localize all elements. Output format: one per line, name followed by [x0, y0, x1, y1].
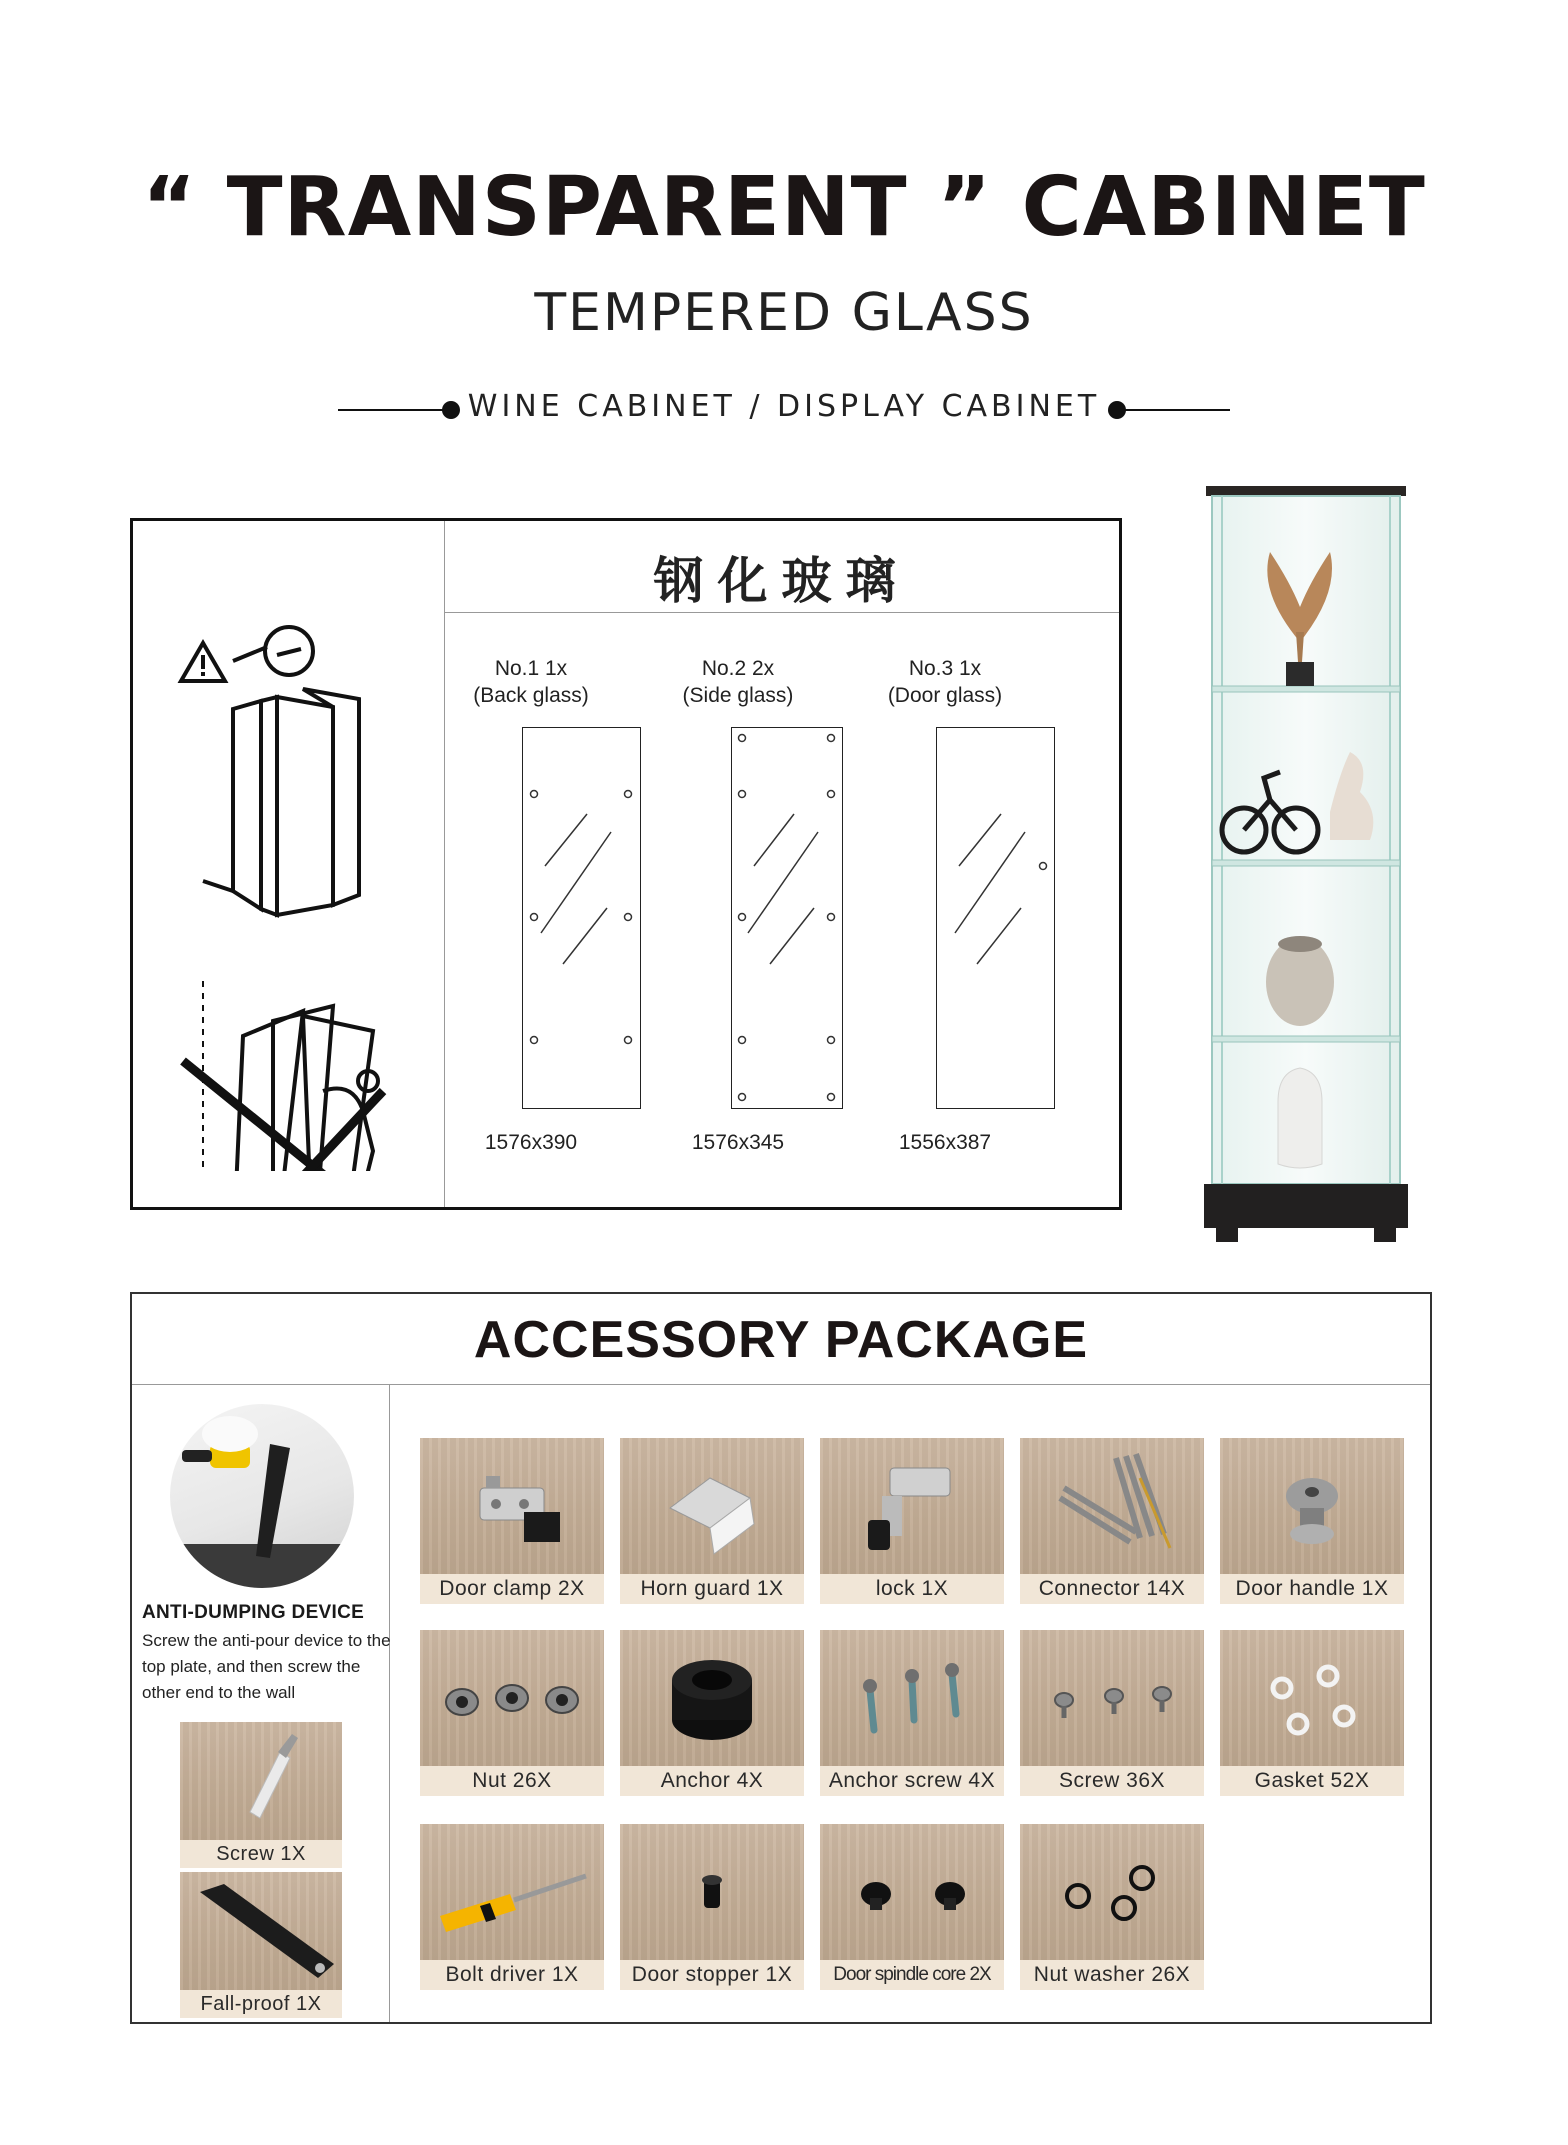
accessory-label: Anchor screw 4X — [820, 1766, 1004, 1796]
door-clamp-icon — [420, 1438, 604, 1574]
anti-dumping-device-photo — [170, 1404, 354, 1588]
lock-icon — [820, 1438, 1004, 1574]
accessory-label: lock 1X — [820, 1574, 1004, 1604]
pane-side-type: (Side glass) — [682, 684, 794, 707]
accessory-tile-door-clamp — [420, 1438, 604, 1604]
horn-guard-icon — [620, 1438, 804, 1574]
accessory-tile-lock — [820, 1438, 1004, 1604]
accessory-tile-anchor — [620, 1630, 804, 1796]
bolt-driver-icon — [420, 1824, 604, 1960]
glass-shine-icon — [732, 728, 841, 1107]
accessory-tile-door-handle — [1220, 1438, 1404, 1604]
tagline-right-line — [1118, 409, 1230, 411]
door-glass-pane — [936, 727, 1055, 1109]
accessory-tile-anchor-screw — [820, 1630, 1004, 1796]
accessory-package-panel — [130, 1292, 1432, 2024]
accessory-tile-connector — [1020, 1438, 1204, 1604]
accessory-label: Door clamp 2X — [420, 1574, 604, 1604]
pane-side-label — [638, 655, 838, 709]
connector-icon — [1020, 1438, 1204, 1574]
anti-dumping-description: Screw the anti-pour device to the top plate, and then screw the other end to the wall — [142, 1631, 391, 1702]
accessory-label: Screw 36X — [1020, 1766, 1204, 1796]
cabinet-product-image — [1200, 482, 1412, 1248]
panels-leaning-wrong-icon — [183, 981, 393, 1171]
accessory-tile-door-stopper — [620, 1824, 804, 1990]
page-title: “ TRANSPARENT ” CABINET — [142, 160, 1426, 255]
accessory-label: Door spindle core 2X — [820, 1960, 1004, 1990]
fall-proof-strap-icon — [180, 1872, 342, 1990]
pane-door-label — [845, 655, 1045, 709]
tagline-bar — [0, 385, 1568, 435]
pane-side-dimensions: 1576x345 — [691, 1131, 785, 1154]
accessory-label: Door handle 1X — [1220, 1574, 1404, 1604]
spec-header-divider — [444, 612, 1119, 613]
door-spindle-core-icon — [820, 1824, 1004, 1960]
accessory-label: Nut washer 26X — [1020, 1960, 1204, 1990]
pane-back-dimensions: 1576x390 — [484, 1131, 578, 1154]
accessory-label: Horn guard 1X — [620, 1574, 804, 1604]
door-handle-icon — [1220, 1438, 1404, 1574]
nut-washer-icon — [1020, 1824, 1204, 1960]
accessory-label: Gasket 52X — [1220, 1766, 1404, 1796]
accessory-label: Nut 26X — [420, 1766, 604, 1796]
back-glass-pane — [522, 727, 641, 1109]
pane-back-count: No.1 1x — [494, 657, 568, 680]
glass-spec-title: 钢化玻璃 — [653, 552, 910, 610]
accessory-tile-nut — [420, 1630, 604, 1796]
page-subtitle: TEMPERED GLASS — [534, 283, 1034, 343]
gasket-icon — [1220, 1630, 1404, 1766]
screw-icon — [1020, 1630, 1204, 1766]
anchor-screw-icon — [820, 1630, 1004, 1766]
glass-shine-icon — [523, 728, 639, 1107]
accessory-header-divider — [132, 1384, 1430, 1385]
accessory-package-title: ACCESSORY PACKAGE — [473, 1311, 1089, 1369]
accessory-label: Bolt driver 1X — [420, 1960, 604, 1990]
accessory-label: Screw 1X — [180, 1840, 342, 1868]
pane-back-label — [431, 655, 631, 709]
side-glass-pane — [731, 727, 843, 1109]
handling-warning-illustration — [173, 591, 413, 1171]
nut-icon — [420, 1630, 604, 1766]
accessory-tile-gasket — [1220, 1630, 1404, 1796]
tagline-text: WINE CABINET / DISPLAY CABINET — [467, 389, 1101, 424]
spec-column-divider — [444, 521, 445, 1207]
anti-dumping-title: ANTI-DUMPING DEVICE — [142, 1602, 365, 1623]
panels-upright-icon — [203, 627, 359, 915]
pane-door-type: (Door glass) — [887, 684, 1003, 707]
accessory-tile-bolt-driver — [420, 1824, 604, 1990]
accessory-label: Anchor 4X — [620, 1766, 804, 1796]
glass-spec-panel — [130, 518, 1122, 1210]
pane-door-count: No.3 1x — [908, 657, 982, 680]
pane-side-count: No.2 2x — [701, 657, 775, 680]
anti-dumping-device-icon — [170, 1404, 354, 1588]
accessory-tile-horn-guard — [620, 1438, 804, 1604]
accessory-tile-fall-proof — [180, 1872, 342, 2018]
accessory-tile-nut-washer — [1020, 1824, 1204, 1990]
door-stopper-icon — [620, 1824, 804, 1960]
accessory-label: Connector 14X — [1020, 1574, 1204, 1604]
accessory-label: Fall-proof 1X — [180, 1990, 342, 2018]
wall-anchor-screw-icon — [180, 1722, 342, 1840]
accessory-tile-screw — [1020, 1630, 1204, 1796]
pane-back-type: (Back glass) — [473, 684, 589, 707]
anchor-icon — [620, 1630, 804, 1766]
glass-shine-icon — [937, 728, 1053, 1107]
pane-door-dimensions: 1556x387 — [898, 1131, 992, 1154]
accessory-tile-door-spindle-core — [820, 1824, 1004, 1990]
white-vase-icon — [1278, 1068, 1322, 1168]
accessory-tile-screw-side — [180, 1722, 342, 1868]
accessory-label: Door stopper 1X — [620, 1960, 804, 1990]
warning-triangle-icon — [181, 643, 225, 681]
